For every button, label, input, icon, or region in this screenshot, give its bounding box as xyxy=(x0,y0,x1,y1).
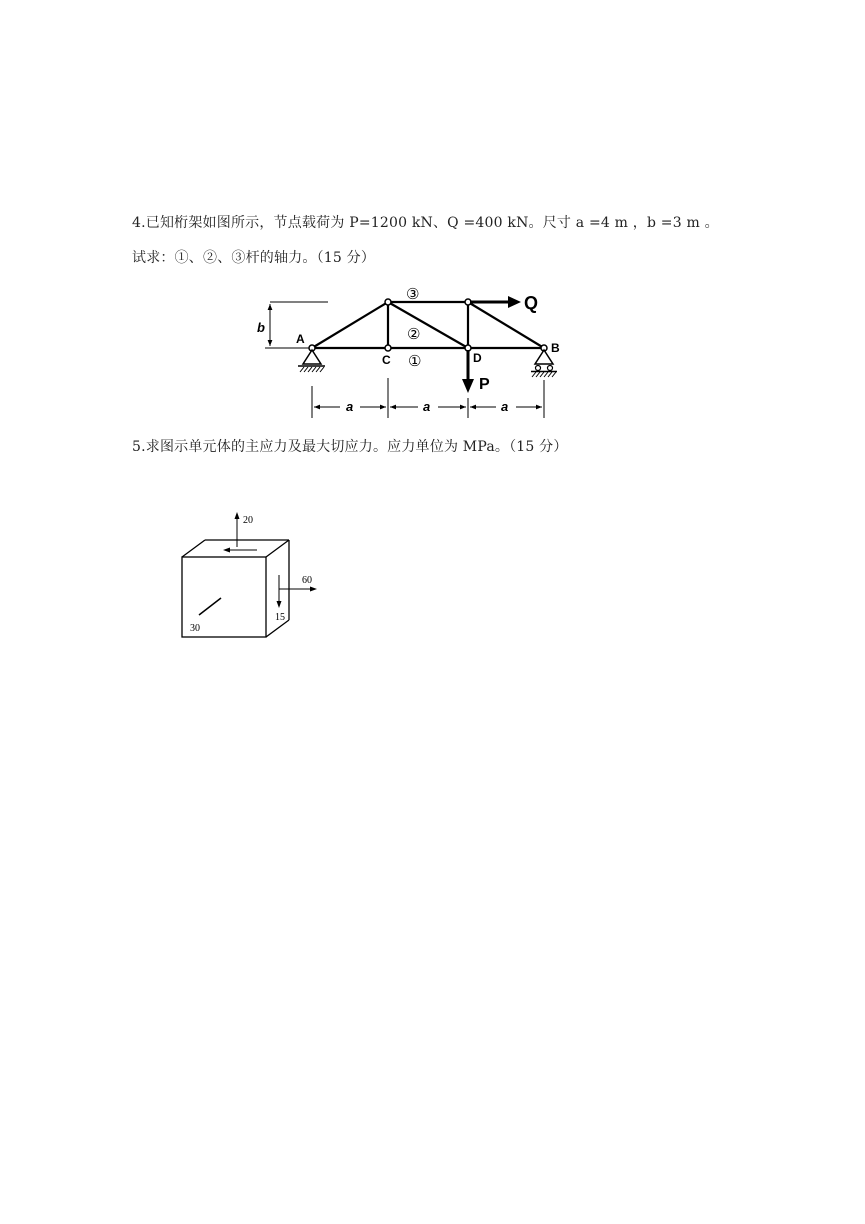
dimension-a2-label: a xyxy=(423,399,431,414)
right-normal-stress-arrow xyxy=(279,587,317,592)
shear-stress-label: 15 xyxy=(275,612,285,623)
member-left-diagonal xyxy=(312,302,388,348)
member-2-label: ② xyxy=(407,326,421,343)
node-d-label: D xyxy=(473,351,482,365)
top-normal-stress-arrow xyxy=(235,512,240,547)
node-a-label: A xyxy=(296,332,305,346)
member-3-label: ③ xyxy=(406,286,420,303)
question-4-task: 试求：①、②、③杆的轴力。（15 分） xyxy=(132,250,376,266)
dimension-b xyxy=(257,302,328,348)
member-1-label: ① xyxy=(408,353,422,370)
pin-support-a xyxy=(298,350,325,372)
load-q-label: Q xyxy=(524,293,539,313)
front-stress-label: 30 xyxy=(190,623,200,634)
question-4-statement: 4.已知桁架如图所示，节点载荷为 P=1200 kN、Q =400 kN。尺寸 a =4 m ，b =3 m 。 xyxy=(132,215,719,231)
truss-diagram xyxy=(255,280,560,425)
load-q-arrow xyxy=(470,296,521,308)
joint-c xyxy=(385,345,391,351)
dimension-a1-label: a xyxy=(346,399,354,414)
member-2 xyxy=(388,302,468,348)
dimension-b-label: b xyxy=(257,320,265,335)
right-stress-label: 60 xyxy=(302,575,312,586)
top-stress-label: 20 xyxy=(243,515,253,526)
question-5-statement: 5.求图示单元体的主应力及最大切应力。应力单位为 MPa。（15 分） xyxy=(132,439,568,455)
load-p-label: P xyxy=(479,376,490,393)
joint-top-c xyxy=(385,299,391,305)
node-b-label: B xyxy=(551,341,560,355)
front-stress-line xyxy=(199,598,221,615)
right-shear-stress-arrow xyxy=(277,575,282,608)
top-shear-stress-arrow xyxy=(223,548,257,553)
stress-element-diagram xyxy=(175,505,325,640)
node-c-label: C xyxy=(382,353,391,367)
dimension-a3-label: a xyxy=(501,399,509,414)
truss-members xyxy=(312,302,544,348)
